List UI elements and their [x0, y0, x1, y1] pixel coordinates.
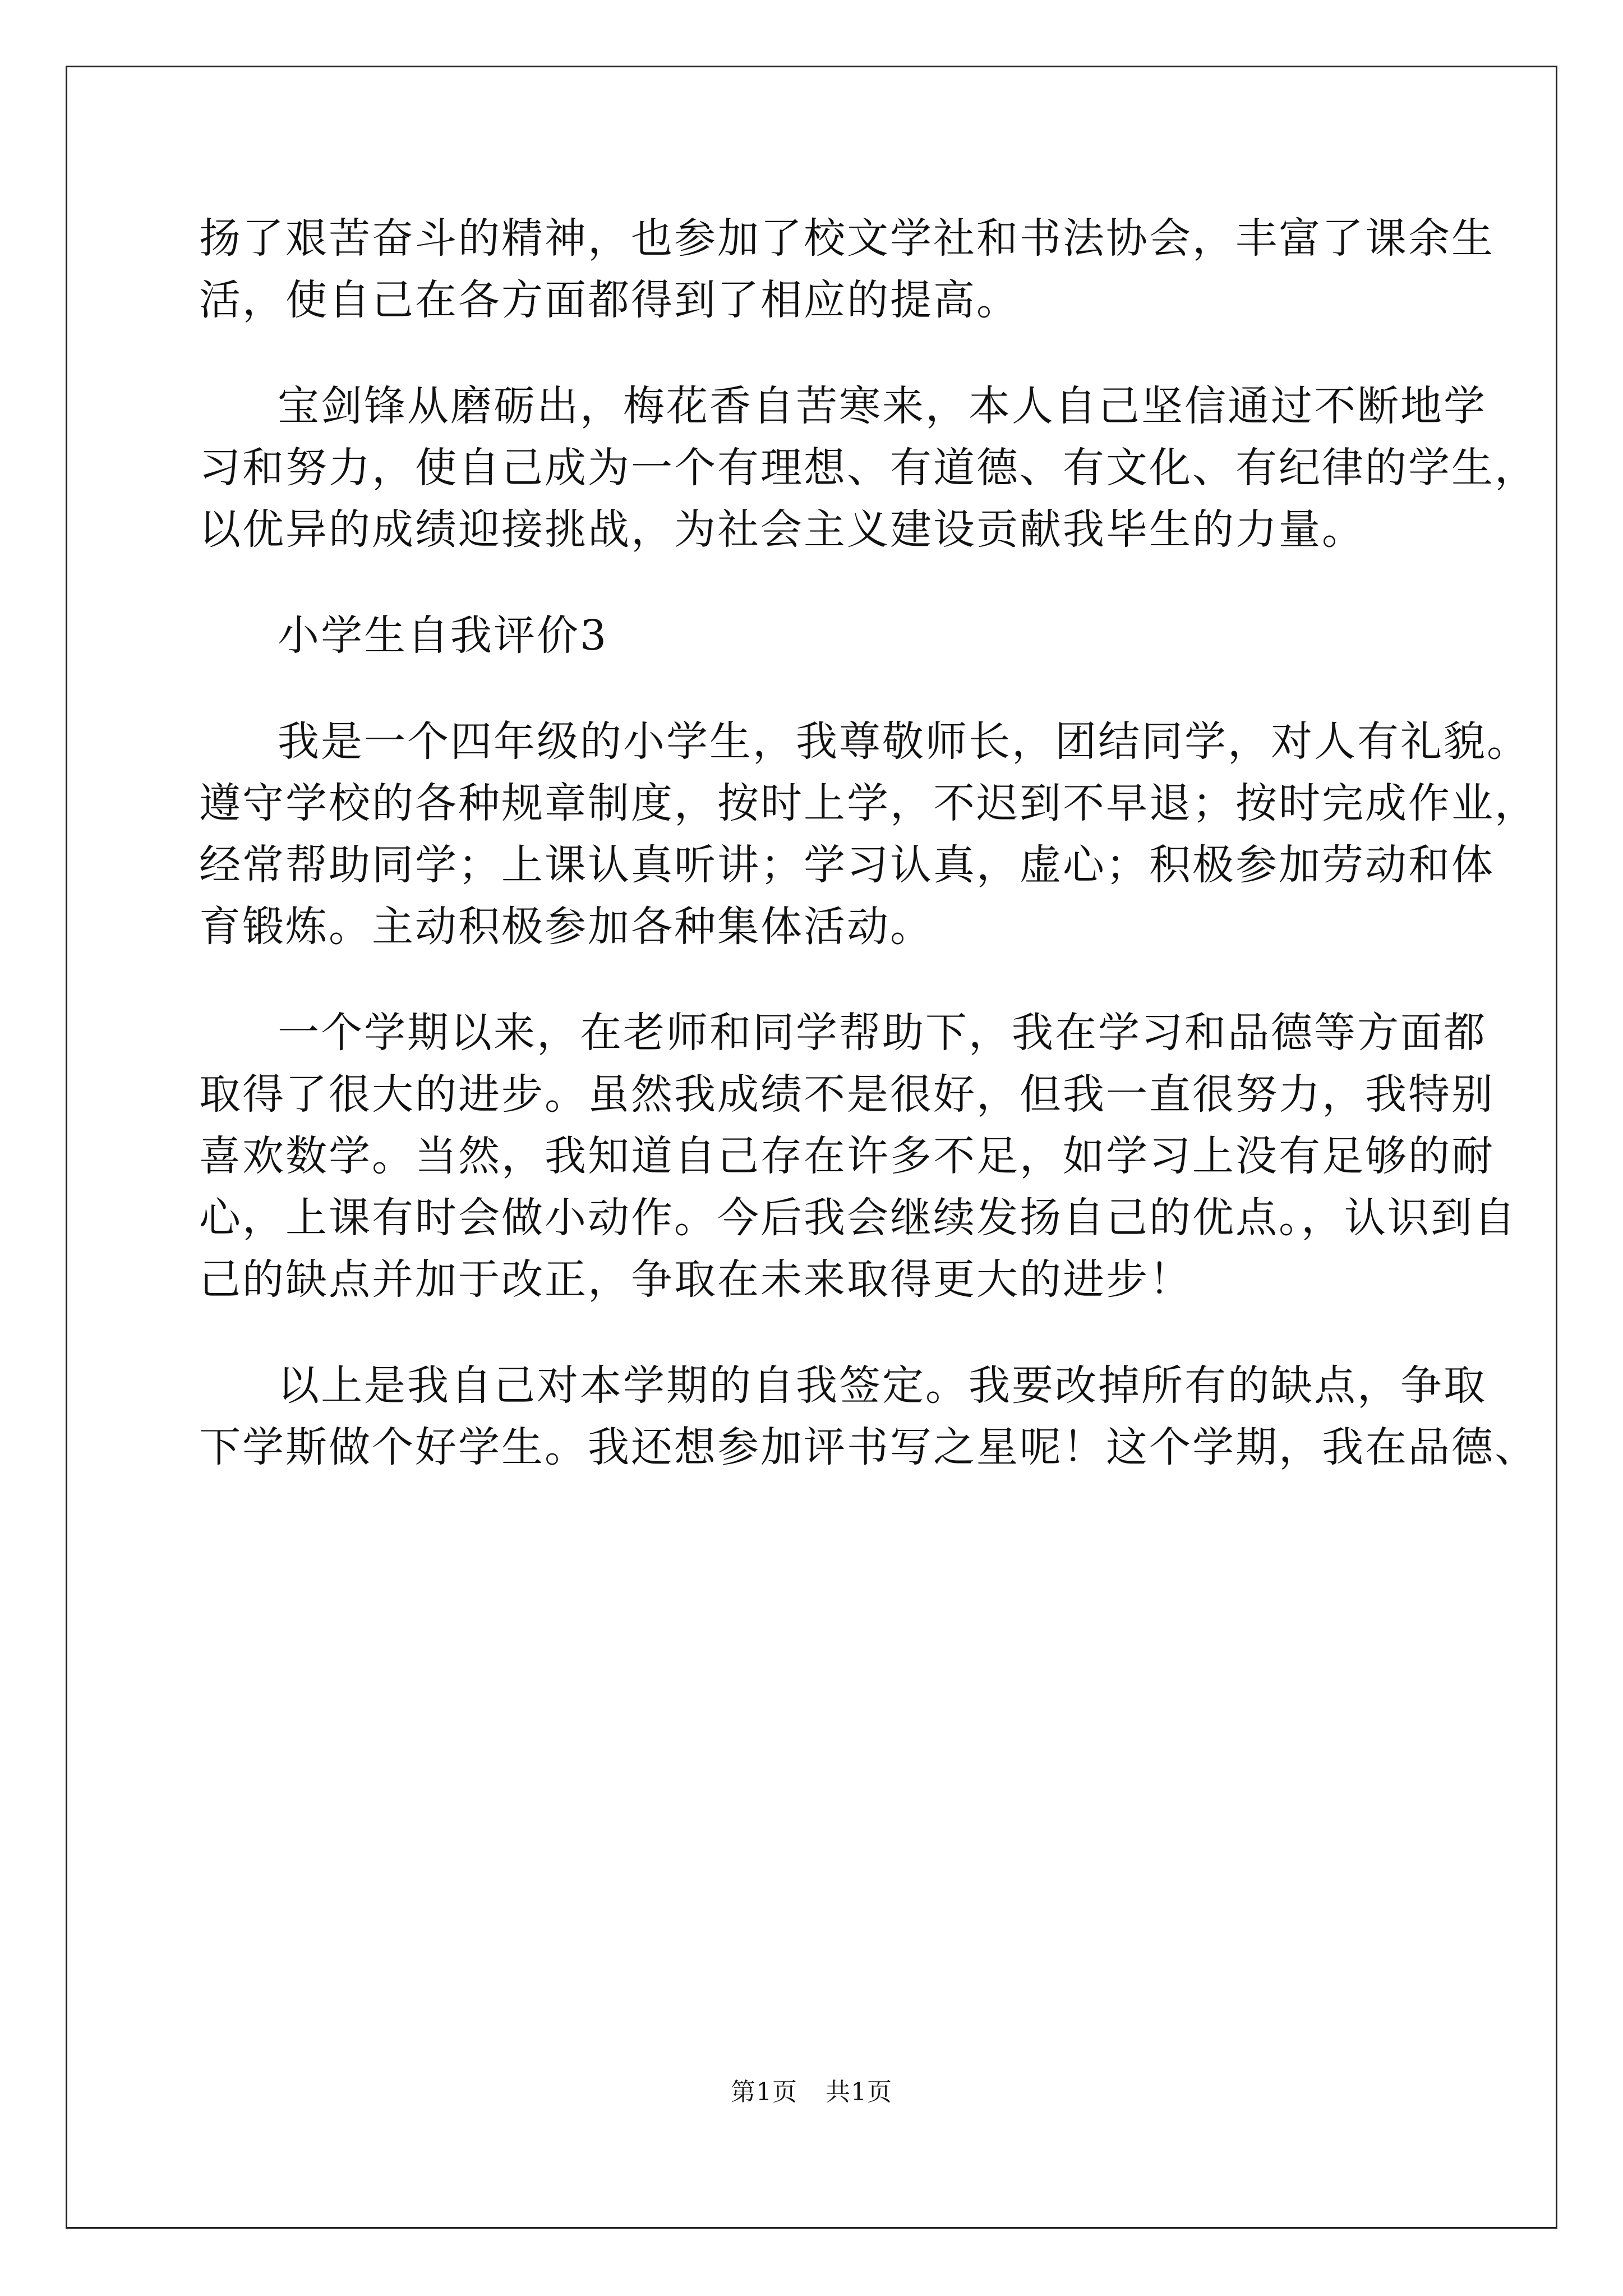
text-line: 己的缺点并加于改正，争取在未来取得更大的进步！ — [199, 1255, 1192, 1304]
document-body — [199, 208, 1538, 1522]
text-line: 育锻炼。主动积极参加各种集体活动。 — [199, 903, 933, 951]
text-line: 习和努力，使自己成为一个有理想、有道德、有文化、有纪律的学生， — [199, 444, 1538, 492]
text-line: 活，使自己在各方面都得到了相应的提高。 — [199, 276, 1020, 324]
text-line: 宝剑锋从磨砺出，梅花香自苦寒来，本人自己坚信通过不断地学 — [278, 382, 1487, 430]
heading-text: 小学生自我评价3 — [278, 611, 608, 660]
page-total: 共1页 — [826, 2078, 892, 2106]
text-line: 以优异的成绩迎接挑战，为社会主义建设贡献我毕生的力量。 — [199, 505, 1365, 554]
paragraph-6 — [199, 1355, 1538, 1478]
text-line: 一个学期以来，在老师和同学帮助下，我在学习和品德等方面都 — [278, 1009, 1487, 1057]
paragraph-5 — [199, 1002, 1517, 1310]
text-line: 以上是我自己对本学期的自我签定。我要改掉所有的缺点，争取 — [278, 1361, 1487, 1410]
text-line: 我是一个四年级的小学生，我尊敬师长，团结同学，对人有礼貌。 — [278, 717, 1530, 766]
text-line: 经常帮助同学；上课认真听讲；学习认真，虚心；积极参加劳动和体 — [199, 841, 1495, 889]
text-line: 取得了很大的进步。虽然我成绩不是很好，但我一直很努力，我特别 — [199, 1070, 1495, 1119]
page-number: 第1页 — [731, 2078, 797, 2106]
page-footer — [0, 2076, 1623, 2109]
text-line: 心，上课有时会做小动作。今后我会继续发扬自己的优点。，认识到自 — [199, 1194, 1517, 1242]
text-line: 扬了艰苦奋斗的精神，也参加了校文学社和书法协会，丰富了课余生 — [199, 214, 1495, 263]
section-heading — [199, 605, 1433, 666]
text-line: 遵守学校的各种规章制度，按时上学，不迟到不早退；按时完成作业， — [199, 779, 1538, 827]
paragraph-2 — [199, 375, 1538, 560]
text-line: 喜欢数学。当然，我知道自己存在许多不足，如学习上没有足够的耐 — [199, 1132, 1495, 1180]
paragraph-4 — [199, 711, 1538, 958]
paragraph-1 — [199, 208, 1495, 331]
text-line: 下学斯做个好学生。我还想参加评书写之星呢！这个学期，我在品德、 — [199, 1423, 1538, 1471]
